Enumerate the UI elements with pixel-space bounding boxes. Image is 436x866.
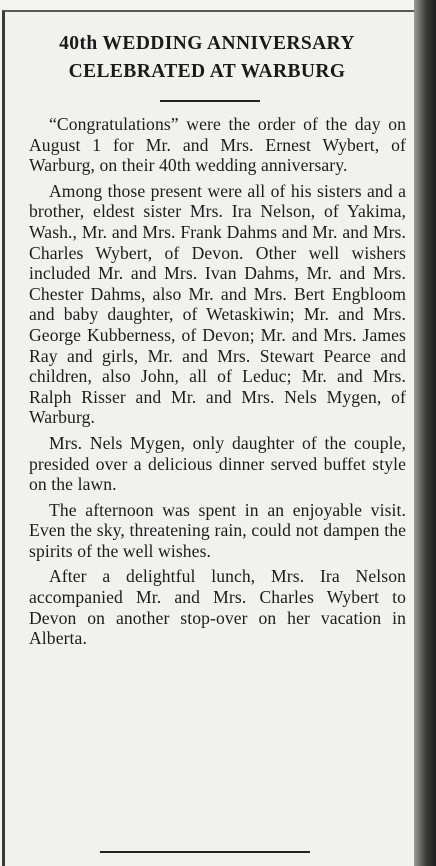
paragraph-congratulations: “Congratulations” were the order of the day on August 1 for Mr. and Mrs. Ernest Wybert, of Warburg, on their 40th wedding anniversary. bbox=[29, 114, 406, 176]
paragraph-lunch: After a delightful lunch, Mrs. Ira Nelson accompanied Mr. and Mrs. Charles Wybert to Devon on another stop-over on her vacation in Alberta. bbox=[29, 566, 406, 649]
scan-edge-shadow bbox=[414, 0, 436, 866]
headline-divider bbox=[160, 100, 260, 102]
headline-line-2: CELEBRATED AT WARBURG bbox=[68, 61, 346, 82]
article-headline bbox=[12, 30, 402, 86]
paragraph-dinner: Mrs. Nels Mygen, only daughter of the couple, presided over a delicious dinner served buffet style on the lawn. bbox=[29, 432, 406, 495]
paragraph-guests: Among those present were all of his sisters and a brother, eldest sister Mrs. Ira Nelson, of Yakima, Wash., Mr. and Mrs. Frank Dahms and Mr. and Mrs. Charles Wybert, of Devon. Other well wishers included Mr. and Mrs. Ivan Dahms, Mr. and Mrs. Chester Dahms, also Mr. and Mrs. Bert Engbloom and baby daughter, of Wetaskiwin; Mr. and Mrs. George Kubberness, of Devon; Mr. and Mrs. James Ray and girls, Mr. and Mrs. Stewart Pearce and children, also John, all of Leduc; Mr. and Mrs. Ralph Risser and Mr. and Mrs. Nels Mygen, of Warburg. bbox=[29, 180, 406, 428]
headline-line-1: 40th WEDDING ANNIVERSARY bbox=[59, 33, 355, 54]
end-divider bbox=[100, 851, 310, 853]
article-body bbox=[29, 114, 406, 654]
paragraph-afternoon: The afternoon was spent in an enjoyable visit. Even the sky, threatening rain, could not dampen the spirits of the well wishes. bbox=[29, 499, 406, 561]
